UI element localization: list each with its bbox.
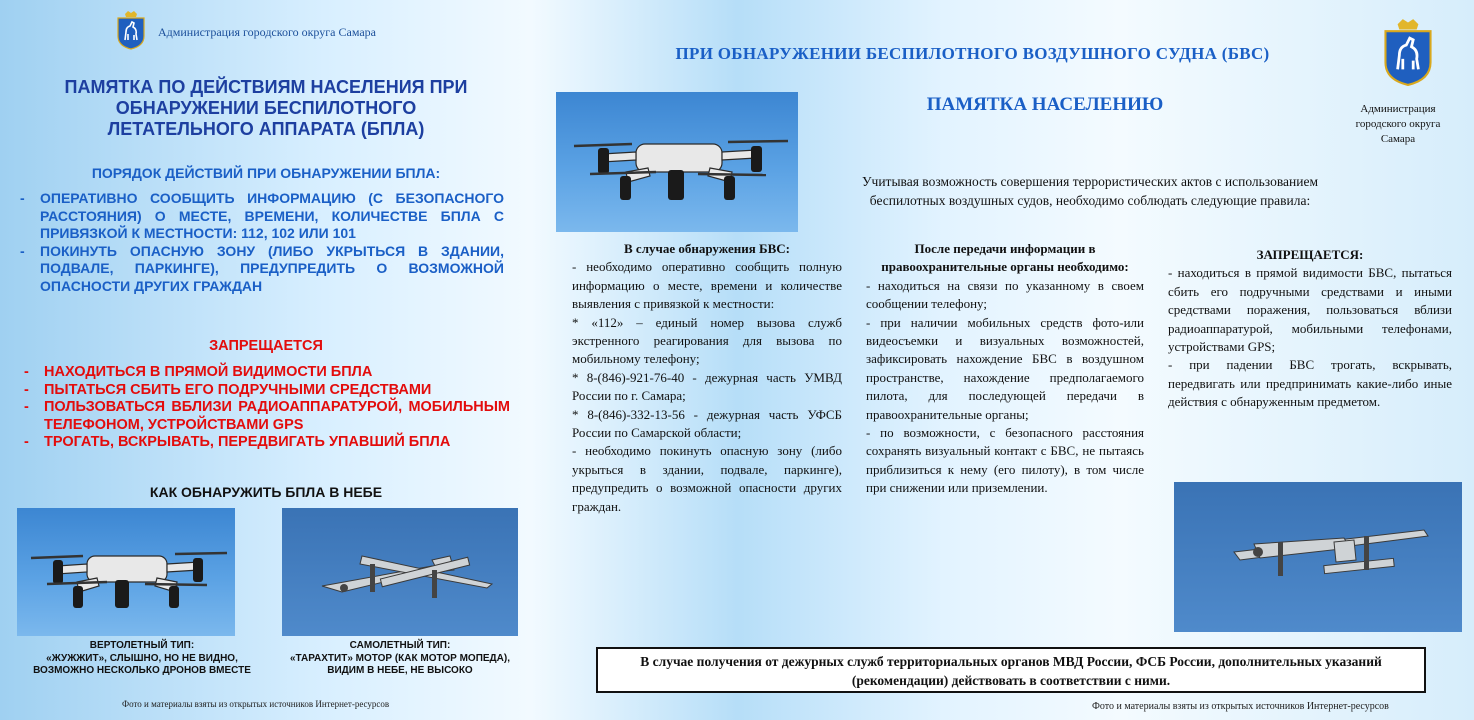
forbid-item: - ПЫТАТЬСЯ СБИТЬ ЕГО ПОДРУЧНЫМИ СРЕДСТВАМИ [22,382,510,400]
admin-label [1338,102,1458,147]
intro-line: Учитывая возможность совершения террористических актов с использованием [861,174,1318,189]
title-line: ЛЕТАТЕЛЬНОГО АППАРАТА (БПЛА) [107,119,425,139]
column-item: * «112» – единый номер вызова служб экстренного реагирования для вызова по мобильному телефону; [572,314,842,367]
column-item: - находиться в прямой видимости БВС, пытаться сбить его подручными средствами и иными средствами поражения, пользоваться вблизи радиоаппаратурой, мобильными телефонами, устройствами GPS; [1168,265,1452,355]
order-item: - ОПЕРАТИВНО СООБЩИТЬ ИНФОРМАЦИЮ (С БЕЗОПАСНОГО РАССТОЯНИЯ) О МЕСТЕ, ВРЕМЕНИ, КОЛИЧЕСТВЕ БПЛА С ПРИВЯЗКОЙ К МЕСТНОСТИ: 112, 102 ИЛИ 101 [18,190,504,243]
fixed-wing-drone-photo [282,508,518,636]
samara-coat-of-arms-icon [1382,16,1434,88]
intro-text [780,172,1400,210]
admin-label: Администрация городского округа Самара [158,25,377,39]
caption-line: «ТАРАХТИТ» МОТОР (КАК МОТОР МОПЕДА), [289,652,511,664]
caption-line: ВОЗМОЖНО НЕСКОЛЬКО ДРОНОВ ВМЕСТЕ [33,665,251,676]
column-heading: После передачи информации в правоохранительные органы необходимо: [881,241,1129,275]
order-heading: ПОРЯДОК ДЕЙСТВИЙ ПРИ ОБНАРУЖЕНИИ БПЛА: [91,165,441,181]
samara-coat-of-arms-icon [116,10,146,50]
column-item: - по возможности, с безопасного расстояния сохранять визуальный контакт с БВС, не пытаясь приблизиться к нему (его пилоту), в том числе при снижении или приземлении. [866,425,1144,496]
memo-title: ПРИ ОБНАРУЖЕНИИ БЕСПИЛОТНОГО ВОЗДУШНОГО СУДНА (БВС) [675,44,1270,63]
column-item: - необходимо оперативно сообщить полную информацию о месте, времени и количестве выявления с привязкой к местности: [572,259,842,312]
column-item: - при наличии мобильных средств фото-или видеосъемки и визуальных возможностей, зафиксировать нахождение БВС в воздушном пространстве, нахождение предполагаемого пилота, для последующей передачи в правоохранительные органы; [866,314,1144,422]
column-on-detection [572,240,842,516]
forbid-item: - ТРОГАТЬ, ВСКРЫВАТЬ, ПЕРЕДВИГАТЬ УПАВШИЙ БПЛА [22,434,510,452]
forbid-item: - ПОЛЬЗОВАТЬСЯ ВБЛИЗИ РАДИОАППАРАТУРОЙ, МОБИЛЬНЫМ ТЕЛЕФОНОМ, УСТРОЙСТВАМИ GPS [22,399,510,434]
order-list [18,190,504,295]
admin-line: Самара [1380,133,1416,145]
source-note: Фото и материалы взяты из открытых источников Интернет-ресурсов [1092,701,1389,712]
column-heading: ЗАПРЕЩАЕТСЯ: [1256,247,1364,262]
caption-airplane-type [265,640,535,678]
column-item: - необходимо покинуть опасную зону (либо укрыться в здании, подвале, паркинге), предупредить о возможной опасности других граждан. [572,443,842,514]
title-line: ПАМЯТКА ПО ДЕЙСТВИЯМ НАСЕЛЕНИЯ ПРИ [64,77,468,97]
forbid-list [22,364,510,452]
caption-line: ВЕРТОЛЕТНЫЙ ТИП: [89,640,195,651]
column-item: * 8-(846)-921-76-40 - дежурная часть УМВД России по г. Самара; [572,369,842,404]
order-item: - ПОКИНУТЬ ОПАСНУЮ ЗОНУ (ЛИБО УКРЫТЬСЯ В ЗДАНИИ, ПОДВАЛЕ, ПАРКИНГЕ), ПРЕДУПРЕДИТЬ О ВОЗМОЖНОЙ ОПАСНОСТИ ДРУГИХ ГРАЖДАН [18,243,504,296]
column-item: - находиться на связи по указанному в своем сообщении телефону; [866,277,1144,312]
admin-line: городского округа [1355,118,1441,130]
column-heading: В случае обнаружения БВС: [624,241,790,256]
intro-line: беспилотных воздушных судов, необходимо соблюдать следующие правила: [869,193,1311,208]
admin-line: Администрация [1360,103,1436,115]
column-forbidden [1168,246,1452,412]
quadcopter-photo [17,508,235,636]
page-title [20,77,512,140]
column-after-report [866,240,1144,498]
title-line: ОБНАРУЖЕНИИ БЕСПИЛОТНОГО [115,98,417,118]
how-to-detect-heading: КАК ОБНАРУЖИТЬ БПЛА В НЕБЕ [149,484,383,500]
column-item: - при падении БВС трогать, вскрывать, передвигать или предпринимать какие-либо иные действия с обнаруженным предметом. [1168,357,1452,410]
forbid-heading: ЗАПРЕЩАЕТСЯ [209,338,323,354]
source-note: Фото и материалы взяты из открытых источников Интернет-ресурсов [122,699,390,709]
notice-box: В случае получения от дежурных служб территориальных органов МВД России, ФСБ России, дополнительных указаний (рекомендации) действовать в соответствии с ними. [596,647,1426,693]
caption-line: «ЖУЖЖИТ», СЛЫШНО, НО НЕ ВИДНО, [46,652,238,664]
memo-subtitle: ПАМЯТКА НАСЕЛЕНИЮ [926,94,1164,115]
caption-helicopter-type [17,640,267,678]
quadcopter-photo [556,92,798,232]
caption-line: ВИДИМ В НЕБЕ, НЕ ВЫСОКО [327,665,473,676]
forbid-item: - НАХОДИТЬСЯ В ПРЯМОЙ ВИДИМОСТИ БПЛА [22,364,510,382]
caption-line: САМОЛЕТНЫЙ ТИП: [349,640,451,651]
column-item: * 8-(846)-332-13-56 - дежурная часть УФСБ России по Самарской области; [572,406,842,441]
fixed-wing-drone-photo [1174,482,1462,632]
